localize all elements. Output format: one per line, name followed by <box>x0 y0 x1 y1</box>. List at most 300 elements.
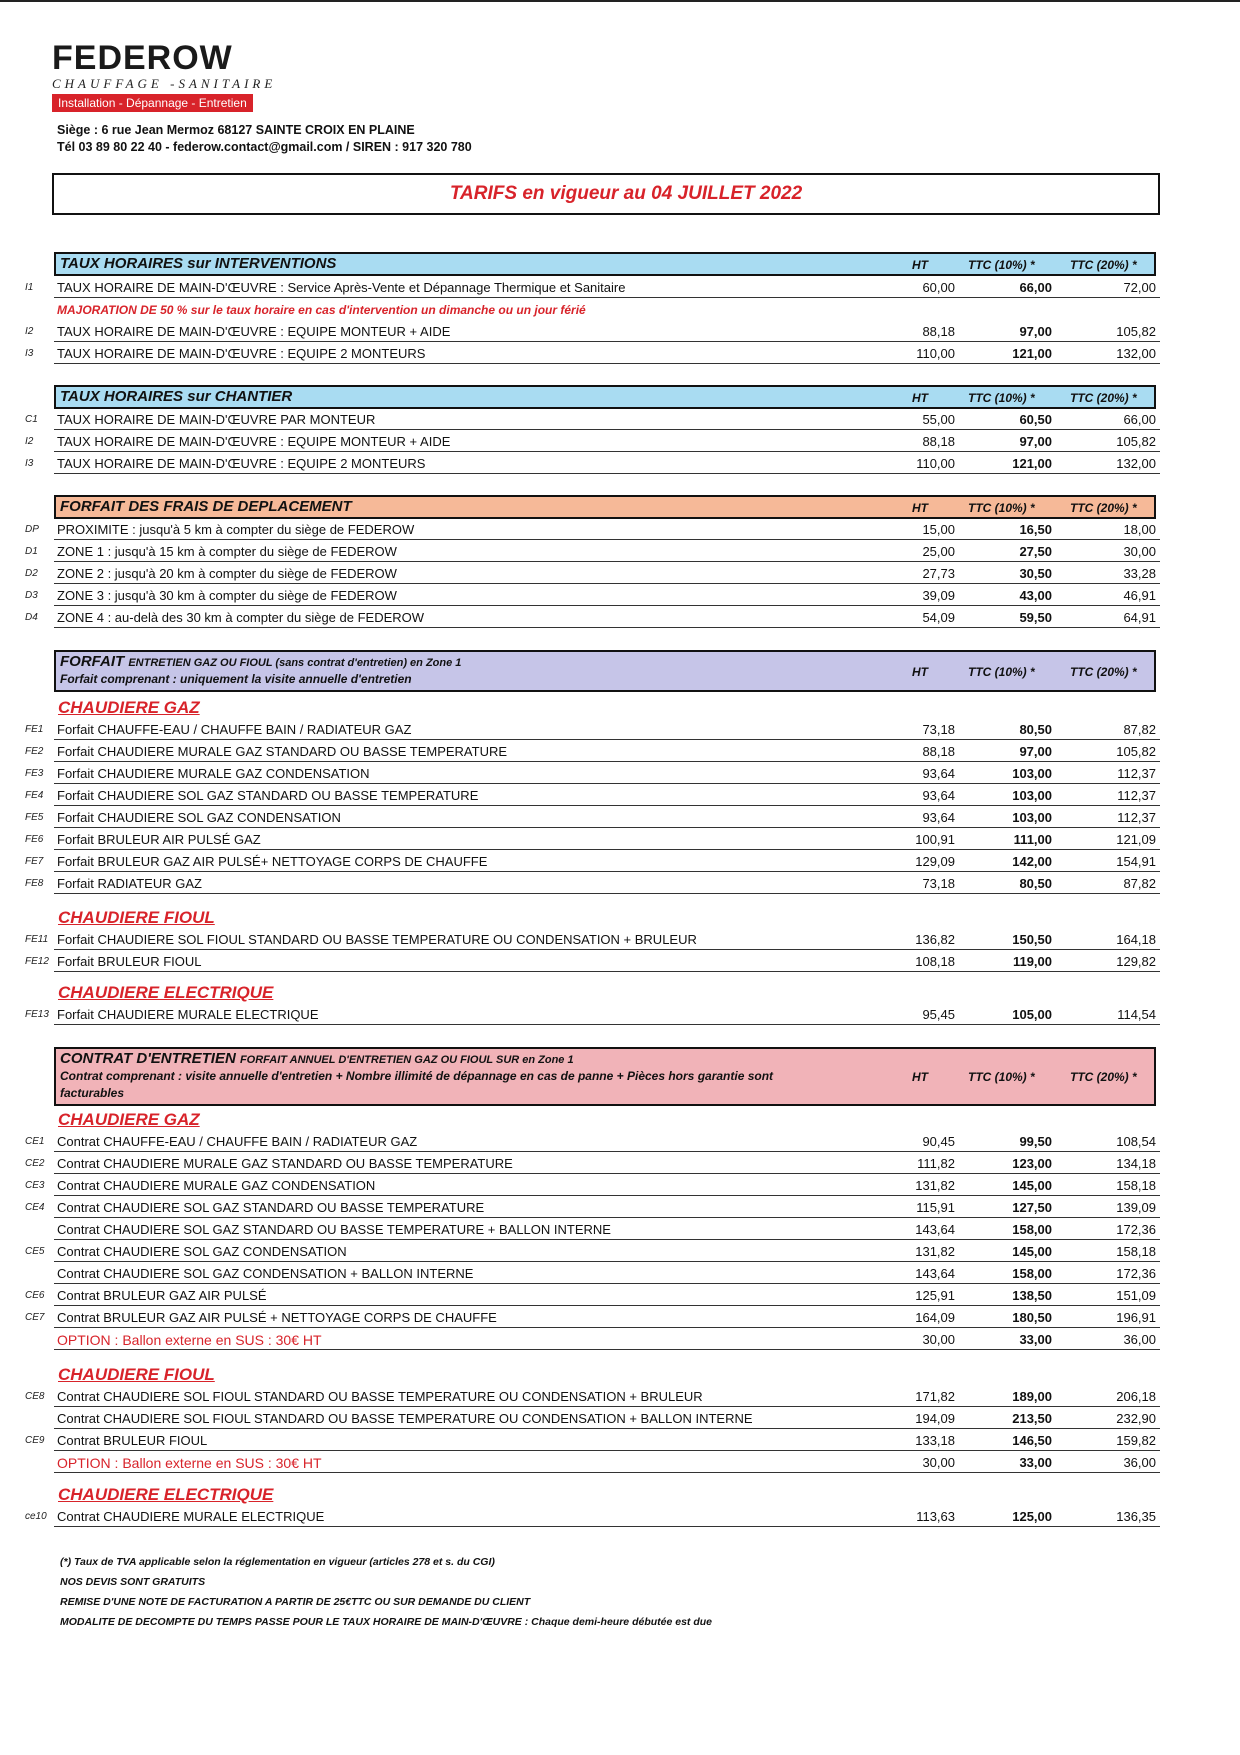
row-t20: 206,18 <box>1116 1389 1156 1404</box>
row-code: FE8 <box>25 878 44 889</box>
row-label: Contrat BRULEUR GAZ AIR PULSÉ + NETTOYAGE CORPS DE CHAUFFE <box>57 1310 497 1325</box>
category-gaz: CHAUDIERE GAZ <box>58 1110 200 1129</box>
category-gaz: CHAUDIERE GAZ <box>58 698 200 717</box>
row-t20: 108,54 <box>1116 1134 1156 1149</box>
row-label: Contrat CHAUDIERE MURALE GAZ CONDENSATION <box>57 1178 376 1193</box>
row-ht: 129,09 <box>915 854 955 869</box>
row-t20: 112,37 <box>1117 766 1156 781</box>
row-rule <box>54 1450 1160 1451</box>
row-t20: 154,91 <box>1116 854 1156 869</box>
band-title: TAUX HORAIRES sur CHANTIER <box>60 388 293 405</box>
price-row <box>0 278 1160 298</box>
footer-decompte-note: MODALITE DE DECOMPTE DU TEMPS PASSE POUR LE TAUX HORAIRE DE MAIN-D'ŒUVRE : Chaque demi-heure débutée est due <box>60 1616 712 1628</box>
row-code: FE12 <box>25 956 49 967</box>
row-label: Forfait CHAUDIERE SOL GAZ CONDENSATION <box>57 810 341 825</box>
col-ht: HT <box>912 665 928 679</box>
row-rule <box>54 1173 1160 1174</box>
row-rule <box>54 627 1160 628</box>
price-row <box>0 786 1160 806</box>
row-code: FE13 <box>25 1009 49 1020</box>
row-label: Forfait RADIATEUR GAZ <box>57 876 202 891</box>
page-title: TARIFS en vigueur au 04 JUILLET 2022 <box>449 183 803 204</box>
price-row <box>0 1176 1160 1196</box>
row-label: ZONE 3 : jusqu'à 30 km à compter du siège de FEDEROW <box>57 588 397 603</box>
row-ht: 54,09 <box>922 610 955 625</box>
row-t10: 103,00 <box>1012 788 1052 803</box>
row-ht: 164,09 <box>915 1310 955 1325</box>
price-row <box>0 1198 1160 1218</box>
row-t20: 134,18 <box>1116 1156 1156 1171</box>
row-ht: 100,91 <box>915 832 955 847</box>
row-code: ce10 <box>25 1511 47 1522</box>
col-ttc20: TTC (20%) * <box>1070 665 1137 679</box>
band-subtitle-2: facturables <box>60 1086 125 1100</box>
col-ttc20: TTC (20%) * <box>1070 501 1137 515</box>
band-title-rest: ENTRETIEN GAZ OU FIOUL (sans contrat d'entretien) en Zone 1 <box>128 657 462 669</box>
price-row <box>0 720 1160 740</box>
row-t10: 16,50 <box>1019 522 1052 537</box>
row-t20: 46,91 <box>1123 588 1156 603</box>
col-ttc10: TTC (10%) * <box>968 665 1035 679</box>
row-ht: 143,64 <box>915 1222 955 1237</box>
row-code: FE4 <box>25 790 44 801</box>
row-ht: 60,00 <box>922 280 955 295</box>
row-ht: 73,18 <box>922 876 955 891</box>
row-code: C1 <box>25 414 38 425</box>
row-rule <box>54 783 1160 784</box>
row-t10: 97,00 <box>1019 434 1052 449</box>
col-ht: HT <box>912 391 928 405</box>
row-t10: 33,00 <box>1019 1332 1052 1347</box>
band-subtitle-1: Contrat comprenant : visite annuelle d'entretien + Nombre illimité de dépannage en cas de panne + Pièces hors garantie sont <box>60 1069 774 1083</box>
row-rule <box>54 583 1160 584</box>
price-row <box>0 808 1160 828</box>
band-contrat <box>54 1047 1156 1106</box>
row-t10: 119,00 <box>1012 954 1052 969</box>
row-t20: 129,82 <box>1116 954 1156 969</box>
row-t20: 105,82 <box>1116 324 1156 339</box>
price-row <box>0 564 1160 584</box>
row-t20: 196,91 <box>1116 1310 1156 1325</box>
category-fioul: CHAUDIERE FIOUL <box>58 1365 215 1384</box>
row-rule <box>54 971 1160 972</box>
row-rule <box>54 1217 1160 1218</box>
row-rule <box>54 1261 1160 1262</box>
row-t10: 59,50 <box>1019 610 1052 625</box>
band-title-main: CONTRAT D'ENTRETIEN <box>60 1050 236 1067</box>
row-t20: 66,00 <box>1123 412 1156 427</box>
row-t10: 121,00 <box>1012 456 1052 471</box>
row-t20: 112,37 <box>1117 788 1156 803</box>
row-ht: 27,73 <box>922 566 955 581</box>
row-code: FE3 <box>25 768 44 779</box>
row-t10: 27,50 <box>1019 544 1052 559</box>
row-t10: 97,00 <box>1019 744 1052 759</box>
price-row <box>0 1507 1160 1527</box>
price-row <box>0 1242 1160 1262</box>
row-code: CE9 <box>25 1435 45 1446</box>
band-title-main: FORFAIT <box>60 653 125 670</box>
row-code: I2 <box>25 436 34 447</box>
row-ht: 55,00 <box>922 412 955 427</box>
band-title <box>60 653 461 670</box>
row-label: TAUX HORAIRE DE MAIN-D'ŒUVRE : EQUIPE 2 MONTEURS <box>57 346 426 361</box>
price-row <box>0 1264 1160 1284</box>
row-code: FE2 <box>25 746 44 757</box>
row-label: Contrat BRULEUR FIOUL <box>57 1433 208 1448</box>
row-t10: 158,00 <box>1012 1222 1052 1237</box>
row-code: I2 <box>25 326 34 337</box>
row-rule <box>54 473 1160 474</box>
row-t20: 36,00 <box>1123 1332 1156 1347</box>
row-rule <box>54 1349 1160 1350</box>
surcharge-note: MAJORATION DE 50 % sur le taux horaire en cas d'intervention un dimanche ou un jour férié <box>57 303 586 317</box>
band-subtitle: Forfait comprenant : uniquement la visite annuelle d'entretien <box>60 672 412 686</box>
row-label: TAUX HORAIRE DE MAIN-D'ŒUVRE : Service Après-Vente et Dépannage Thermique et Sanitaire <box>57 280 626 295</box>
price-row <box>0 586 1160 606</box>
row-t20: 164,18 <box>1116 932 1156 947</box>
row-code: CE6 <box>25 1290 45 1301</box>
row-rule <box>54 429 1160 430</box>
row-label: ZONE 2 : jusqu'à 20 km à compter du siège de FEDEROW <box>57 566 397 581</box>
price-row <box>0 852 1160 872</box>
row-t10: 60,50 <box>1019 412 1052 427</box>
row-rule <box>54 1151 1160 1152</box>
footer-facturation-note: REMISE D'UNE NOTE DE FACTURATION A PARTIR DE 25€TTC OU SUR DEMANDE DU CLIENT <box>60 1596 531 1608</box>
band-title: TAUX HORAIRES sur INTERVENTIONS <box>60 255 337 272</box>
row-label: TAUX HORAIRE DE MAIN-D'ŒUVRE : EQUIPE MONTEUR + AIDE <box>57 434 451 449</box>
row-ht: 115,91 <box>916 1200 955 1215</box>
row-ht: 95,45 <box>922 1007 955 1022</box>
col-ttc10: TTC (10%) * <box>968 1070 1035 1084</box>
category-electrique: CHAUDIERE ELECTRIQUE <box>58 1485 274 1504</box>
row-label: Contrat CHAUDIERE SOL GAZ STANDARD OU BASSE TEMPERATURE + BALLON INTERNE <box>57 1222 611 1237</box>
row-t20: 72,00 <box>1123 280 1156 295</box>
row-t20: 36,00 <box>1123 1455 1156 1470</box>
row-rule <box>54 871 1160 872</box>
band-forfait <box>54 650 1156 692</box>
row-ht: 131,82 <box>915 1244 955 1259</box>
row-t10: 123,00 <box>1012 1156 1052 1171</box>
row-t10: 33,00 <box>1019 1455 1052 1470</box>
row-label: Contrat BRULEUR GAZ AIR PULSÉ <box>57 1288 267 1303</box>
row-code: CE8 <box>25 1391 45 1402</box>
row-label: Contrat CHAUDIERE SOL FIOUL STANDARD OU BASSE TEMPERATURE OU CONDENSATION + BALLON INTERNE <box>57 1411 753 1426</box>
price-row <box>0 1005 1160 1025</box>
row-ht: 15,00 <box>922 522 955 537</box>
row-ht: 131,82 <box>915 1178 955 1193</box>
col-ttc10: TTC (10%) * <box>968 501 1035 515</box>
footer-notes <box>60 1552 712 1632</box>
row-ht: 171,82 <box>915 1389 955 1404</box>
row-code: CE3 <box>25 1180 45 1191</box>
price-row <box>0 952 1160 972</box>
col-ttc10: TTC (10%) * <box>968 391 1035 405</box>
price-row <box>0 410 1160 430</box>
option-row <box>0 1453 1160 1473</box>
band-title-rest: FORFAIT ANNUEL D'ENTRETIEN GAZ OU FIOUL SUR en Zone 1 <box>239 1054 574 1066</box>
band-title: FORFAIT DES FRAIS DE DEPLACEMENT <box>60 498 352 515</box>
row-label: TAUX HORAIRE DE MAIN-D'ŒUVRE : EQUIPE MONTEUR + AIDE <box>57 324 451 339</box>
row-t10: 103,00 <box>1012 810 1052 825</box>
address-line-2: Tél 03 89 80 22 40 - federow.contact@gmail.com / SIREN : 917 320 780 <box>57 140 472 154</box>
row-label: Forfait CHAUFFE-EAU / CHAUFFE BAIN / RADIATEUR GAZ <box>57 722 412 737</box>
row-ht: 113,63 <box>916 1509 955 1524</box>
row-ht: 93,64 <box>922 766 955 781</box>
row-rule <box>54 1428 1160 1429</box>
row-label: Forfait CHAUDIERE MURALE GAZ CONDENSATION <box>57 766 370 781</box>
row-t10: 125,00 <box>1012 1509 1052 1524</box>
row-t20: 232,90 <box>1116 1411 1156 1426</box>
band-chantier <box>54 385 1156 409</box>
row-rule <box>54 1239 1160 1240</box>
row-t20: 105,82 <box>1116 434 1156 449</box>
row-t10: 150,50 <box>1012 932 1052 947</box>
row-rule <box>54 1024 1160 1025</box>
footer-devis-note: NOS DEVIS SONT GRATUITS <box>60 1576 206 1588</box>
price-row <box>0 874 1160 894</box>
price-row <box>0 1220 1160 1240</box>
row-rule <box>54 949 1160 950</box>
row-ht: 194,09 <box>915 1411 955 1426</box>
row-t20: 151,09 <box>1116 1288 1156 1303</box>
row-t20: 30,00 <box>1123 544 1156 559</box>
row-t10: 80,50 <box>1019 722 1052 737</box>
row-t10: 111,00 <box>1013 832 1052 847</box>
row-ht: 30,00 <box>922 1332 955 1347</box>
row-label: TAUX HORAIRE DE MAIN-D'ŒUVRE : EQUIPE 2 MONTEURS <box>57 456 426 471</box>
row-ht: 30,00 <box>922 1455 955 1470</box>
row-t20: 33,28 <box>1123 566 1156 581</box>
row-ht: 93,64 <box>922 788 955 803</box>
row-rule <box>54 539 1160 540</box>
price-row <box>0 1286 1160 1306</box>
row-rule <box>54 827 1160 828</box>
row-t20: 136,35 <box>1116 1509 1156 1524</box>
row-t20: 18,00 <box>1123 522 1156 537</box>
row-code: CE4 <box>25 1202 45 1213</box>
row-code: I3 <box>25 348 34 359</box>
col-ht: HT <box>912 258 928 272</box>
row-t10: 158,00 <box>1012 1266 1052 1281</box>
price-row <box>0 764 1160 784</box>
row-rule <box>54 1472 1160 1473</box>
row-rule <box>54 739 1160 740</box>
row-label: ZONE 4 : au-delà des 30 km à compter du siège de FEDEROW <box>57 610 425 625</box>
row-rule <box>54 1327 1160 1328</box>
row-t20: 121,09 <box>1116 832 1156 847</box>
row-ht: 125,91 <box>915 1288 955 1303</box>
row-code: FE5 <box>25 812 44 823</box>
row-code: CE7 <box>25 1312 45 1323</box>
row-label: Forfait BRULEUR AIR PULSÉ GAZ <box>57 832 261 847</box>
row-label: Forfait BRULEUR FIOUL <box>57 954 202 969</box>
col-ht: HT <box>912 1070 928 1084</box>
row-t20: 139,09 <box>1116 1200 1156 1215</box>
row-ht: 88,18 <box>922 434 955 449</box>
row-t20: 158,18 <box>1116 1178 1156 1193</box>
row-code: D1 <box>25 546 38 557</box>
price-row <box>0 520 1160 540</box>
row-t10: 189,00 <box>1012 1389 1052 1404</box>
row-label: Contrat CHAUDIERE SOL GAZ CONDENSATION + BALLON INTERNE <box>57 1266 474 1281</box>
company-name: FEDEROW <box>52 39 233 77</box>
row-t10: 145,00 <box>1012 1244 1052 1259</box>
row-code: I1 <box>25 282 34 293</box>
row-label: PROXIMITE : jusqu'à 5 km à compter du siège de FEDEROW <box>57 522 415 537</box>
row-t10: 97,00 <box>1019 324 1052 339</box>
address-line-1: Siège : 6 rue Jean Mermoz 68127 SAINTE CROIX EN PLAINE <box>57 123 415 137</box>
option-row <box>0 1330 1160 1350</box>
row-code: DP <box>25 524 39 535</box>
row-ht: 93,64 <box>922 810 955 825</box>
row-ht: 133,18 <box>915 1433 955 1448</box>
company-logo <box>52 40 276 112</box>
price-row <box>0 1132 1160 1152</box>
row-ht: 108,18 <box>915 954 955 969</box>
price-row <box>0 432 1160 452</box>
row-rule <box>54 805 1160 806</box>
footer-tva-note: (*) Taux de TVA applicable selon la réglementation en vigueur (articles 278 et s. du CGI) <box>60 1556 495 1568</box>
row-code: CE2 <box>25 1158 45 1169</box>
row-rule <box>54 451 1160 452</box>
row-t10: 138,50 <box>1012 1288 1052 1303</box>
row-t10: 43,00 <box>1019 588 1052 603</box>
row-t10: 103,00 <box>1012 766 1052 781</box>
row-t10: 105,00 <box>1012 1007 1052 1022</box>
row-t20: 87,82 <box>1123 722 1156 737</box>
price-row <box>0 1154 1160 1174</box>
row-ht: 111,82 <box>917 1156 955 1171</box>
row-code: CE5 <box>25 1246 45 1257</box>
row-t10: 213,50 <box>1012 1411 1052 1426</box>
price-row <box>0 930 1160 950</box>
row-rule <box>54 1195 1160 1196</box>
row-rule <box>54 893 1160 894</box>
row-label: Forfait CHAUDIERE MURALE GAZ STANDARD OU BASSE TEMPERATURE <box>57 744 508 759</box>
row-ht: 136,82 <box>915 932 955 947</box>
row-ht: 25,00 <box>922 544 955 559</box>
row-code: D2 <box>25 568 38 579</box>
row-label: ZONE 1 : jusqu'à 15 km à compter du siège de FEDEROW <box>57 544 397 559</box>
row-label: Contrat CHAUDIERE SOL GAZ STANDARD OU BASSE TEMPERATURE <box>57 1200 485 1215</box>
row-t10: 30,50 <box>1019 566 1052 581</box>
row-ht: 88,18 <box>922 324 955 339</box>
col-ht: HT <box>912 501 928 515</box>
price-row <box>0 454 1160 474</box>
row-label: OPTION : Ballon externe en SUS : 30€ HT <box>57 1332 322 1348</box>
company-band: Installation - Dépannage - Entretien <box>52 94 253 112</box>
row-t20: 132,00 <box>1116 346 1156 361</box>
row-t20: 158,18 <box>1116 1244 1156 1259</box>
row-t20: 87,82 <box>1123 876 1156 891</box>
row-rule <box>54 761 1160 762</box>
price-row <box>0 1409 1160 1429</box>
row-t10: 66,00 <box>1019 280 1052 295</box>
row-code: I3 <box>25 458 34 469</box>
top-rule <box>0 0 1240 2</box>
row-t20: 172,36 <box>1116 1222 1156 1237</box>
price-row <box>0 1387 1160 1407</box>
row-label: Contrat CHAUDIERE MURALE ELECTRIQUE <box>57 1509 325 1524</box>
col-ttc20: TTC (20%) * <box>1070 391 1137 405</box>
row-t20: 159,82 <box>1116 1433 1156 1448</box>
row-t20: 64,91 <box>1123 610 1156 625</box>
row-code: D3 <box>25 590 38 601</box>
row-t20: 105,82 <box>1116 744 1156 759</box>
band-deplacement <box>54 495 1156 519</box>
row-t10: 99,50 <box>1019 1134 1052 1149</box>
page-title-box <box>52 173 1160 215</box>
category-electrique: CHAUDIERE ELECTRIQUE <box>58 983 274 1002</box>
row-t10: 145,00 <box>1012 1178 1052 1193</box>
col-ttc20: TTC (20%) * <box>1070 258 1137 272</box>
row-code: D4 <box>25 612 38 623</box>
row-label: Contrat CHAUDIERE SOL GAZ CONDENSATION <box>57 1244 347 1259</box>
row-code: FE11 <box>25 934 49 945</box>
row-ht: 39,09 <box>922 588 955 603</box>
category-fioul: CHAUDIERE FIOUL <box>58 908 215 927</box>
row-t10: 180,50 <box>1012 1310 1052 1325</box>
price-row <box>0 830 1160 850</box>
row-t20: 112,37 <box>1117 810 1156 825</box>
row-ht: 73,18 <box>922 722 955 737</box>
row-rule <box>54 297 1160 298</box>
company-subtitle: CHAUFFAGE -SANITAIRE <box>52 76 277 91</box>
row-rule <box>54 1406 1160 1407</box>
row-label: Forfait CHAUDIERE MURALE ELECTRIQUE <box>57 1007 319 1022</box>
row-rule <box>54 1283 1160 1284</box>
row-ht: 88,18 <box>922 744 955 759</box>
price-row <box>0 344 1160 364</box>
price-row <box>0 542 1160 562</box>
row-ht: 110,00 <box>916 456 955 471</box>
row-label: Contrat CHAUFFE-EAU / CHAUFFE BAIN / RADIATEUR GAZ <box>57 1134 418 1149</box>
row-code: FE7 <box>25 856 44 867</box>
row-t10: 121,00 <box>1012 346 1052 361</box>
band-interventions <box>54 252 1156 276</box>
row-rule <box>54 1305 1160 1306</box>
row-ht: 90,45 <box>922 1134 955 1149</box>
row-label: Forfait CHAUDIERE SOL FIOUL STANDARD OU BASSE TEMPERATURE OU CONDENSATION + BRULEUR <box>57 932 697 947</box>
price-row <box>0 322 1160 342</box>
row-rule <box>54 849 1160 850</box>
row-t20: 114,54 <box>1117 1007 1156 1022</box>
price-row <box>0 608 1160 628</box>
row-label: Contrat CHAUDIERE SOL FIOUL STANDARD OU BASSE TEMPERATURE OU CONDENSATION + BRULEUR <box>57 1389 703 1404</box>
band-title <box>60 1050 574 1067</box>
row-rule <box>54 561 1160 562</box>
row-ht: 143,64 <box>915 1266 955 1281</box>
row-code: FE6 <box>25 834 44 845</box>
row-label: TAUX HORAIRE DE MAIN-D'ŒUVRE PAR MONTEUR <box>57 412 376 427</box>
price-row <box>0 742 1160 762</box>
row-rule <box>54 341 1160 342</box>
price-row <box>0 1308 1160 1328</box>
row-t20: 132,00 <box>1116 456 1156 471</box>
row-t10: 80,50 <box>1019 876 1052 891</box>
row-label: OPTION : Ballon externe en SUS : 30€ HT <box>57 1455 322 1471</box>
row-t10: 127,50 <box>1012 1200 1052 1215</box>
row-t10: 142,00 <box>1012 854 1052 869</box>
row-rule <box>54 1526 1160 1527</box>
company-address <box>57 122 472 156</box>
row-code: CE1 <box>25 1136 45 1147</box>
col-ttc20: TTC (20%) * <box>1070 1070 1137 1084</box>
row-rule <box>54 363 1160 364</box>
row-ht: 110,00 <box>916 346 955 361</box>
row-code: FE1 <box>25 724 44 735</box>
